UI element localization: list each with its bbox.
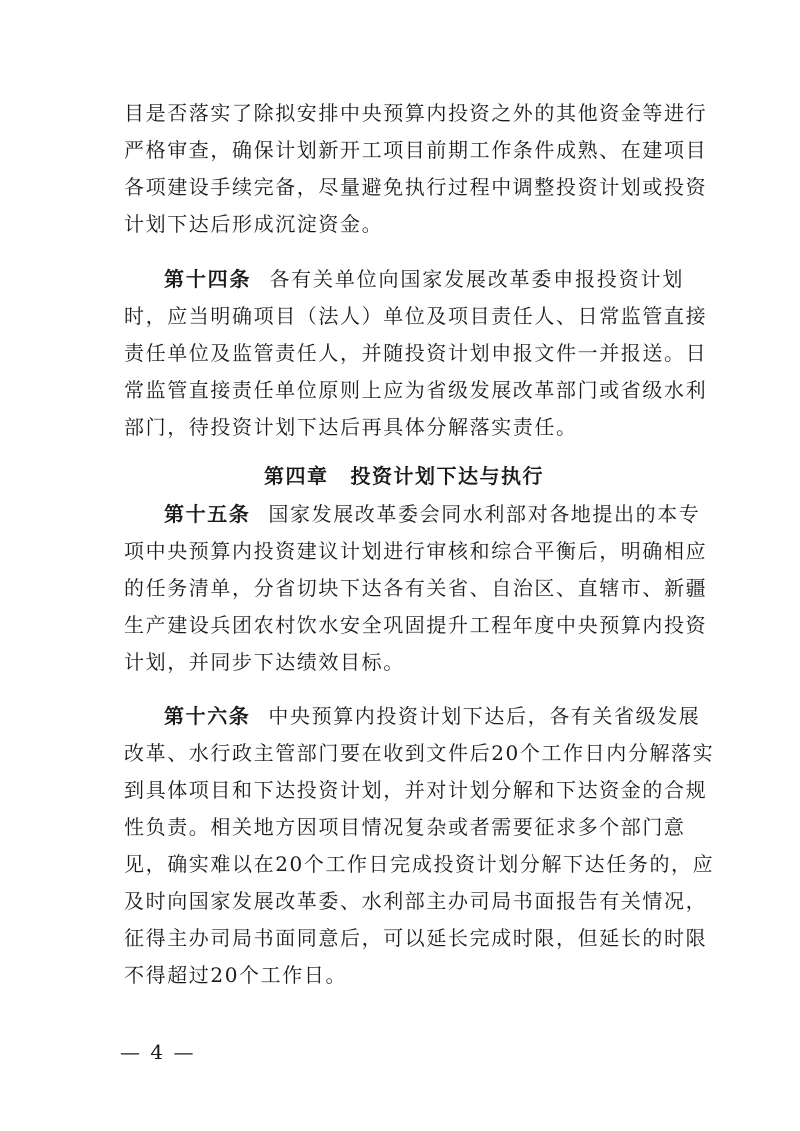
text-run: 国家发展改革委会同水利部对各地提出的本专 — [268, 502, 701, 526]
text-line: 计划下达后形成沉淀资金。 — [124, 212, 384, 236]
text-run: 中央预算内投资计划下达后，各有关省级发展 — [268, 704, 701, 728]
chapter-heading — [124, 460, 684, 489]
text-line: 计划，并同步下达绩效目标。 — [124, 650, 405, 674]
paragraph-article-13-continuation — [124, 95, 708, 243]
text-line: 改革、水行政主管部门要在收到文件后20个工作日内分解落实 — [124, 741, 715, 765]
text-line: 各项建设手续完备，尽量避免执行过程中调整投资计划或投资 — [124, 175, 708, 199]
text-line: 项中央预算内投资建议计划进行审核和综合平衡后，明确相应 — [124, 539, 708, 563]
paragraph-article-15 — [124, 496, 708, 681]
text-line: 生产建设兵团农村饮水安全巩固提升工程年度中央预算内投资 — [124, 613, 708, 637]
text-line: 性负责。相关地方因项目情况复杂或者需要征求多个部门意 — [124, 815, 686, 839]
article-heading: 第十六条 — [164, 704, 251, 728]
text-line: 责任单位及监管责任人，并随投资计划申报文件一并报送。日 — [124, 341, 708, 365]
paragraph-article-16 — [124, 698, 715, 994]
text-line: 征得主办司局书面同意后，可以延长完成时限，但延长的时限 — [124, 926, 708, 950]
text-line — [124, 698, 701, 735]
text-line: 到具体项目和下达投资计划，并对计划分解和下达资金的合规 — [124, 778, 708, 802]
text-line: 部门，待投资计划下达后再具体分解落实责任。 — [124, 415, 578, 439]
text-run: 各有关单位向国家发展改革委申报投资计划 — [269, 267, 684, 291]
text-line: 及时向国家发展改革委、水利部主办司局书面报告有关情况， — [124, 889, 708, 913]
paragraph-article-14 — [124, 261, 708, 446]
text-line: 不得超过20个工作日。 — [124, 963, 348, 987]
page-number: — 4 — — [120, 1040, 196, 1064]
text-line — [124, 496, 701, 533]
text-line: 的任务清单，分省切块下达各有关省、自治区、直辖市、新疆 — [124, 576, 708, 600]
article-heading: 第十五条 — [164, 502, 251, 526]
text-line: 严格审查，确保计划新开工项目前期工作条件成熟、在建项目 — [124, 138, 708, 162]
text-line: 目是否落实了除拟安排中央预算内投资之外的其他资金等进行 — [124, 101, 708, 125]
text-line — [124, 261, 684, 298]
article-heading: 第十四条 — [164, 267, 252, 291]
chapter-title: 投资计划下达与执行 — [350, 464, 544, 488]
text-line: 常监管直接责任单位原则上应为省级发展改革部门或省级水利 — [124, 378, 708, 402]
text-line: 见，确实难以在20个工作日完成投资计划分解下达任务的，应 — [124, 852, 715, 876]
chapter-number: 第四章 — [264, 464, 329, 488]
text-line: 时，应当明确项目（法人）单位及项目责任人、日常监管直接 — [124, 304, 708, 328]
